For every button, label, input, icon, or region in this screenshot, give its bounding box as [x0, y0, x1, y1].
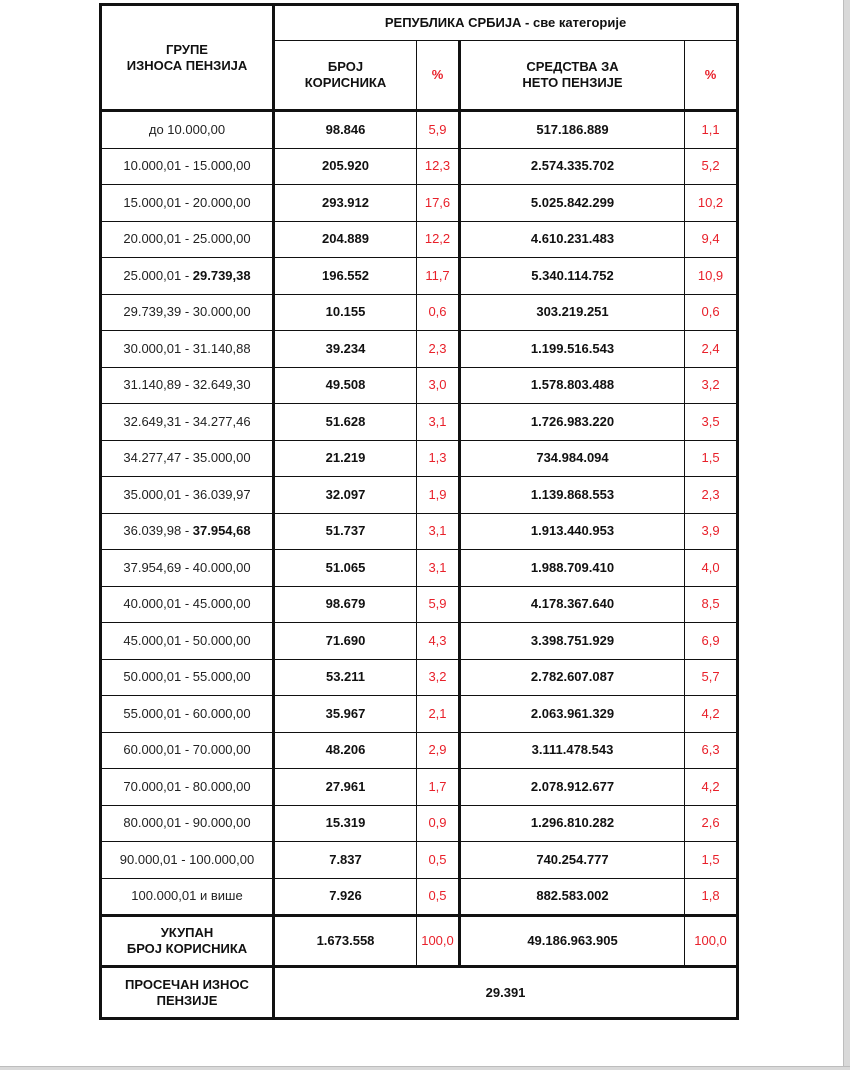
net-funds: 5.340.114.752	[460, 258, 685, 295]
table-title: РЕПУБЛИКА СРБИЈА - све категорије	[274, 5, 738, 41]
table-row	[101, 586, 738, 623]
groups-header	[101, 5, 274, 111]
pension-range	[101, 878, 274, 916]
user-count-pct: 0,5	[417, 842, 460, 879]
pension-range	[101, 696, 274, 733]
user-count: 7.837	[274, 842, 417, 879]
net-funds: 1.578.803.488	[460, 367, 685, 404]
pension-range	[101, 111, 274, 149]
range-text: 31.140,89 - 32.649,30	[123, 377, 251, 393]
pension-range	[101, 513, 274, 550]
pension-range	[101, 148, 274, 185]
range-text: 40.000,01 - 45.000,00	[123, 596, 251, 612]
page-edge-right	[843, 0, 850, 1070]
table-row	[101, 696, 738, 733]
range-text: 20.000,01 - 25.000,00	[123, 231, 251, 247]
net-funds-pct: 0,6	[685, 294, 738, 331]
count-header-line2: КОРИСНИКА	[304, 75, 387, 90]
user-count: 39.234	[274, 331, 417, 368]
table-row	[101, 440, 738, 477]
user-count: 71.690	[274, 623, 417, 660]
pension-range	[101, 185, 274, 222]
net-funds-pct: 2,6	[685, 805, 738, 842]
net-funds: 1.139.868.553	[460, 477, 685, 514]
average-label-line2: ПЕНЗИЈЕ	[156, 992, 218, 1008]
table-row	[101, 221, 738, 258]
range-text: 37.954,69 - 40.000,00	[123, 559, 251, 575]
user-count-pct: 0,6	[417, 294, 460, 331]
user-count-pct: 0,5	[417, 878, 460, 916]
user-count-pct: 2,9	[417, 732, 460, 769]
net-funds-pct: 2,4	[685, 331, 738, 368]
user-count: 49.508	[274, 367, 417, 404]
table-row	[101, 550, 738, 587]
net-funds-pct: 6,9	[685, 623, 738, 660]
range-text: 36.039,98 -	[123, 523, 193, 539]
net-funds-pct: 3,2	[685, 367, 738, 404]
net-funds: 3.398.751.929	[460, 623, 685, 660]
net-funds: 882.583.002	[460, 878, 685, 916]
pension-range	[101, 404, 274, 441]
net-funds: 734.984.094	[460, 440, 685, 477]
total-label-line1: УКУПАН	[160, 925, 214, 940]
range-text: 15.000,01 - 20.000,00	[123, 194, 251, 210]
table-row	[101, 331, 738, 368]
range-text: 55.000,01 - 60.000,00	[123, 705, 251, 721]
net-funds: 1.296.810.282	[460, 805, 685, 842]
pension-range	[101, 331, 274, 368]
user-count-pct: 4,3	[417, 623, 460, 660]
groups-header-line2: ИЗНОСА ПЕНЗИЈА	[126, 57, 248, 73]
pension-range	[101, 586, 274, 623]
user-count: 48.206	[274, 732, 417, 769]
pension-range	[101, 221, 274, 258]
user-count-pct: 5,9	[417, 111, 460, 149]
count-header	[274, 41, 417, 111]
pension-groups-table	[99, 3, 739, 1020]
funds-header-line1: СРЕДСТВА ЗА	[526, 59, 619, 74]
net-funds-pct: 2,3	[685, 477, 738, 514]
user-count: 27.961	[274, 769, 417, 806]
net-funds: 1.988.709.410	[460, 550, 685, 587]
pension-range	[101, 805, 274, 842]
net-funds: 4.178.367.640	[460, 586, 685, 623]
funds-header	[460, 41, 685, 111]
net-funds-pct: 4,2	[685, 696, 738, 733]
user-count-pct: 2,1	[417, 696, 460, 733]
table-row	[101, 513, 738, 550]
range-text: 35.000,01 - 36.039,97	[123, 486, 251, 502]
net-funds: 1.913.440.953	[460, 513, 685, 550]
net-funds: 740.254.777	[460, 842, 685, 879]
user-count: 32.097	[274, 477, 417, 514]
net-funds: 2.574.335.702	[460, 148, 685, 185]
user-count-pct: 3,1	[417, 404, 460, 441]
range-text: 50.000,01 - 55.000,00	[123, 669, 251, 685]
range-text: 32.649,31 - 34.277,46	[123, 413, 251, 429]
net-funds: 2.063.961.329	[460, 696, 685, 733]
user-count: 51.737	[274, 513, 417, 550]
user-count: 53.211	[274, 659, 417, 696]
table-row	[101, 185, 738, 222]
user-count-pct: 3,1	[417, 550, 460, 587]
total-label-line2: БРОЈ КОРИСНИКА	[126, 941, 248, 956]
total-funds: 49.186.963.905	[460, 916, 685, 967]
table-row	[101, 148, 738, 185]
average-value: 29.391	[274, 967, 738, 1019]
net-funds: 1.726.983.220	[460, 404, 685, 441]
user-count-pct: 3,0	[417, 367, 460, 404]
user-count: 205.920	[274, 148, 417, 185]
pension-range	[101, 258, 274, 295]
count-header-line1: БРОЈ	[327, 59, 364, 74]
range-text: 90.000,01 - 100.000,00	[119, 851, 255, 867]
range-text: 70.000,01 - 80.000,00	[123, 778, 251, 794]
user-count: 51.065	[274, 550, 417, 587]
pension-range	[101, 842, 274, 879]
user-count-pct: 11,7	[417, 258, 460, 295]
pension-range	[101, 769, 274, 806]
range-text: 29.739,39 - 30.000,00	[123, 304, 251, 320]
table-row	[101, 294, 738, 331]
user-count: 21.219	[274, 440, 417, 477]
groups-header-line1: ГРУПЕ	[166, 41, 208, 57]
user-count-pct: 1,7	[417, 769, 460, 806]
net-funds-pct: 1,1	[685, 111, 738, 149]
range-text: 25.000,01 -	[123, 267, 193, 283]
net-funds-pct: 1,5	[685, 440, 738, 477]
table-row	[101, 111, 738, 149]
user-count-pct: 1,9	[417, 477, 460, 514]
net-funds-pct: 6,3	[685, 732, 738, 769]
page-edge-bottom	[0, 1066, 850, 1070]
user-count-pct: 12,2	[417, 221, 460, 258]
table-row	[101, 623, 738, 660]
pension-range	[101, 367, 274, 404]
user-count: 204.889	[274, 221, 417, 258]
net-funds-pct: 3,5	[685, 404, 738, 441]
user-count-pct: 2,3	[417, 331, 460, 368]
pension-range	[101, 732, 274, 769]
average-label	[101, 967, 274, 1019]
range-text: 45.000,01 - 50.000,00	[123, 632, 251, 648]
range-text: 30.000,01 - 31.140,88	[123, 340, 251, 356]
table-row	[101, 878, 738, 916]
funds-header-line2: НЕТО ПЕНЗИЈЕ	[522, 75, 623, 90]
table-row	[101, 732, 738, 769]
user-count: 35.967	[274, 696, 417, 733]
range-text: 100.000,01 и више	[131, 888, 243, 904]
user-count: 10.155	[274, 294, 417, 331]
total-count: 1.673.558	[274, 916, 417, 967]
net-funds: 303.219.251	[460, 294, 685, 331]
user-count: 7.926	[274, 878, 417, 916]
total-row	[101, 916, 738, 967]
net-funds-pct: 8,5	[685, 586, 738, 623]
net-funds: 4.610.231.483	[460, 221, 685, 258]
net-funds: 2.078.912.677	[460, 769, 685, 806]
user-count-pct: 17,6	[417, 185, 460, 222]
user-count-pct: 1,3	[417, 440, 460, 477]
table-body	[101, 111, 738, 916]
net-funds-pct: 9,4	[685, 221, 738, 258]
count-pct-header: %	[417, 41, 460, 111]
user-count: 98.846	[274, 111, 417, 149]
net-funds-pct: 10,9	[685, 258, 738, 295]
user-count-pct: 0,9	[417, 805, 460, 842]
pension-range	[101, 477, 274, 514]
table-row	[101, 659, 738, 696]
pension-range	[101, 550, 274, 587]
net-funds: 2.782.607.087	[460, 659, 685, 696]
range-threshold: 29.739,38	[192, 267, 251, 283]
pension-range	[101, 659, 274, 696]
user-count-pct: 3,2	[417, 659, 460, 696]
net-funds-pct: 3,9	[685, 513, 738, 550]
net-funds-pct: 4,0	[685, 550, 738, 587]
total-funds-pct: 100,0	[685, 916, 738, 967]
net-funds-pct: 1,5	[685, 842, 738, 879]
table-row	[101, 477, 738, 514]
average-label-line1: ПРОСЕЧАН ИЗНОС	[125, 976, 249, 992]
range-threshold: 37.954,68	[192, 523, 251, 539]
range-text: до 10.000,00	[148, 121, 226, 137]
net-funds: 5.025.842.299	[460, 185, 685, 222]
range-text: 10.000,01 - 15.000,00	[123, 158, 251, 174]
user-count: 51.628	[274, 404, 417, 441]
user-count: 15.319	[274, 805, 417, 842]
pension-range	[101, 623, 274, 660]
user-count-pct: 3,1	[417, 513, 460, 550]
net-funds-pct: 1,8	[685, 878, 738, 916]
average-row	[101, 967, 738, 1019]
table-row	[101, 842, 738, 879]
net-funds-pct: 4,2	[685, 769, 738, 806]
net-funds: 3.111.478.543	[460, 732, 685, 769]
table-row	[101, 258, 738, 295]
table-row	[101, 805, 738, 842]
net-funds: 517.186.889	[460, 111, 685, 149]
total-count-pct: 100,0	[417, 916, 460, 967]
table-row	[101, 367, 738, 404]
net-funds-pct: 5,2	[685, 148, 738, 185]
range-text: 34.277,47 - 35.000,00	[123, 450, 251, 466]
pension-range	[101, 440, 274, 477]
total-label	[101, 916, 274, 967]
user-count: 293.912	[274, 185, 417, 222]
net-funds-pct: 5,7	[685, 659, 738, 696]
range-text: 80.000,01 - 90.000,00	[123, 815, 251, 831]
user-count: 98.679	[274, 586, 417, 623]
user-count-pct: 5,9	[417, 586, 460, 623]
funds-pct-header: %	[685, 41, 738, 111]
net-funds-pct: 10,2	[685, 185, 738, 222]
range-text: 60.000,01 - 70.000,00	[123, 742, 251, 758]
user-count: 196.552	[274, 258, 417, 295]
table-row	[101, 769, 738, 806]
pension-range	[101, 294, 274, 331]
user-count-pct: 12,3	[417, 148, 460, 185]
table-row	[101, 404, 738, 441]
net-funds: 1.199.516.543	[460, 331, 685, 368]
